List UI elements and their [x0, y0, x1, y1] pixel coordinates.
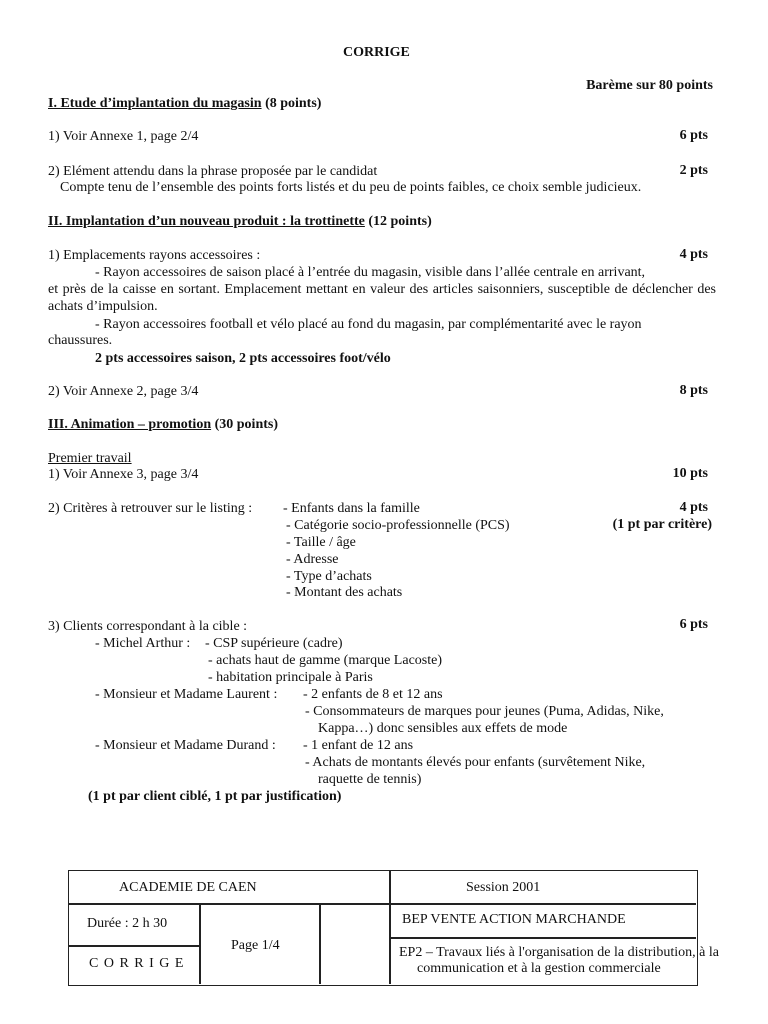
client-2-item: - Consommateurs de marques pour jeunes (Puma, Adidas, Nike, [305, 704, 664, 719]
s1-q2-text: 2) Elément attendu dans la phrase proposée par le candidat [48, 164, 378, 179]
client-3-item: - Achats de montants élevés pour enfants (survêtement Nike, [305, 755, 646, 770]
s2-q1-text: 1) Emplacements rayons accessoires : [48, 248, 261, 263]
criterion-item: - Taille / âge [286, 535, 356, 550]
s1-q2-points: 2 pts [679, 163, 708, 178]
footer-divider [389, 871, 391, 903]
s2-q1-para2-first: - Rayon accessoires football et vélo placé au fond du magasin, par complémentarité avec le rayon [95, 317, 642, 332]
client-1-name: - Michel Arthur : [95, 636, 191, 651]
footer-divider [69, 903, 696, 905]
criterion-item: - Adresse [286, 552, 339, 567]
footer-academie: ACADEMIE DE CAEN [119, 880, 257, 895]
footer-exam: BEP VENTE ACTION MARCHANDE [402, 912, 626, 927]
bareme-label: Barème sur 80 points [586, 78, 713, 93]
section-1-points: (8 points) [265, 96, 322, 111]
client-1-item: - achats haut de gamme (marque Lacoste) [208, 653, 443, 668]
s3-q3-scoring: (1 pt par client ciblé, 1 pt par justification) [88, 789, 342, 804]
s2-q1-para1-rest: et près de la caisse en sortant. Emplacement mettant en valeur des articles saisonniers, susceptible de déclencher des achats d’impulsion. [48, 282, 716, 314]
client-1-item: - CSP supérieure (cadre) [205, 636, 343, 651]
footer-divider [199, 903, 201, 984]
section-1-heading [48, 95, 321, 112]
s1-q2-answer: Compte tenu de l’ensemble des points forts listés et du peu de points faibles, ce choix semble judicieux. [60, 180, 642, 195]
s3-q1-points: 10 pts [672, 466, 708, 481]
footer-divider [319, 903, 321, 984]
client-2-item: - 2 enfants de 8 et 12 ans [303, 687, 443, 702]
client-1-item: - habitation principale à Paris [208, 670, 373, 685]
s2-q1-points: 4 pts [679, 247, 708, 262]
client-3-name: - Monsieur et Madame Durand : [95, 738, 276, 753]
section-2-heading [48, 213, 432, 230]
section-2-title: II. Implantation d’un nouveau produit : la trottinette [48, 214, 365, 229]
criterion-item: - Catégorie socio-professionnelle (PCS) [286, 518, 510, 533]
client-3-item-cont: raquette de tennis) [318, 772, 422, 787]
s2-q2-text: 2) Voir Annexe 2, page 3/4 [48, 384, 199, 399]
s3-q3-text: 3) Clients correspondant à la cible : [48, 619, 248, 634]
footer-page: Page 1/4 [231, 938, 280, 953]
footer-duree: Durée : 2 h 30 [87, 916, 168, 931]
footer-session: Session 2001 [466, 880, 541, 895]
footer-divider [69, 945, 199, 947]
s2-q1-para2-rest: chaussures. [48, 333, 113, 348]
footer-divider [389, 903, 391, 984]
footer-table [68, 870, 719, 986]
s3-subheading: Premier travail [48, 451, 132, 466]
footer-corrige: C O R R I G E [89, 956, 185, 971]
section-2-points: (12 points) [368, 214, 432, 229]
footer-epreuve-line2: communication et à la gestion commerciale [417, 961, 661, 976]
section-3-heading [48, 416, 278, 433]
criterion-item: - Enfants dans la famille [283, 501, 420, 516]
s1-q1-text: 1) Voir Annexe 1, page 2/4 [48, 129, 199, 144]
criterion-item: - Type d’achats [286, 569, 372, 584]
s3-q3-points: 6 pts [679, 617, 708, 632]
s3-q1-text: 1) Voir Annexe 3, page 3/4 [48, 467, 199, 482]
s3-q2-points: 4 pts [679, 500, 708, 515]
s1-q1-points: 6 pts [679, 128, 708, 143]
s2-q1-para1-first: - Rayon accessoires de saison placé à l’entrée du magasin, visible dans l’allée centrale en arrivant, [95, 265, 646, 280]
client-2-item-cont: Kappa…) donc sensibles aux effets de mode [318, 721, 568, 736]
s2-q2-points: 8 pts [679, 383, 708, 398]
client-2-name: - Monsieur et Madame Laurent : [95, 687, 278, 702]
client-3-item: - 1 enfant de 12 ans [303, 738, 414, 753]
footer-divider [389, 937, 696, 939]
s3-q2-text: 2) Critères à retrouver sur le listing : [48, 501, 253, 516]
s2-q1-scoring: 2 pts accessoires saison, 2 pts accessoires foot/vélo [95, 351, 391, 366]
section-3-title: III. Animation – promotion [48, 417, 212, 432]
footer-epreuve-line1: EP2 – Travaux liés à l'organisation de la distribution, à la [399, 945, 719, 960]
section-3-points: (30 points) [214, 417, 279, 432]
section-1-title: I. Etude d’implantation du magasin [48, 96, 262, 111]
criterion-item: - Montant des achats [286, 585, 403, 600]
s3-q2-points-note: (1 pt par critère) [612, 517, 712, 532]
document-title: CORRIGE [343, 45, 410, 60]
